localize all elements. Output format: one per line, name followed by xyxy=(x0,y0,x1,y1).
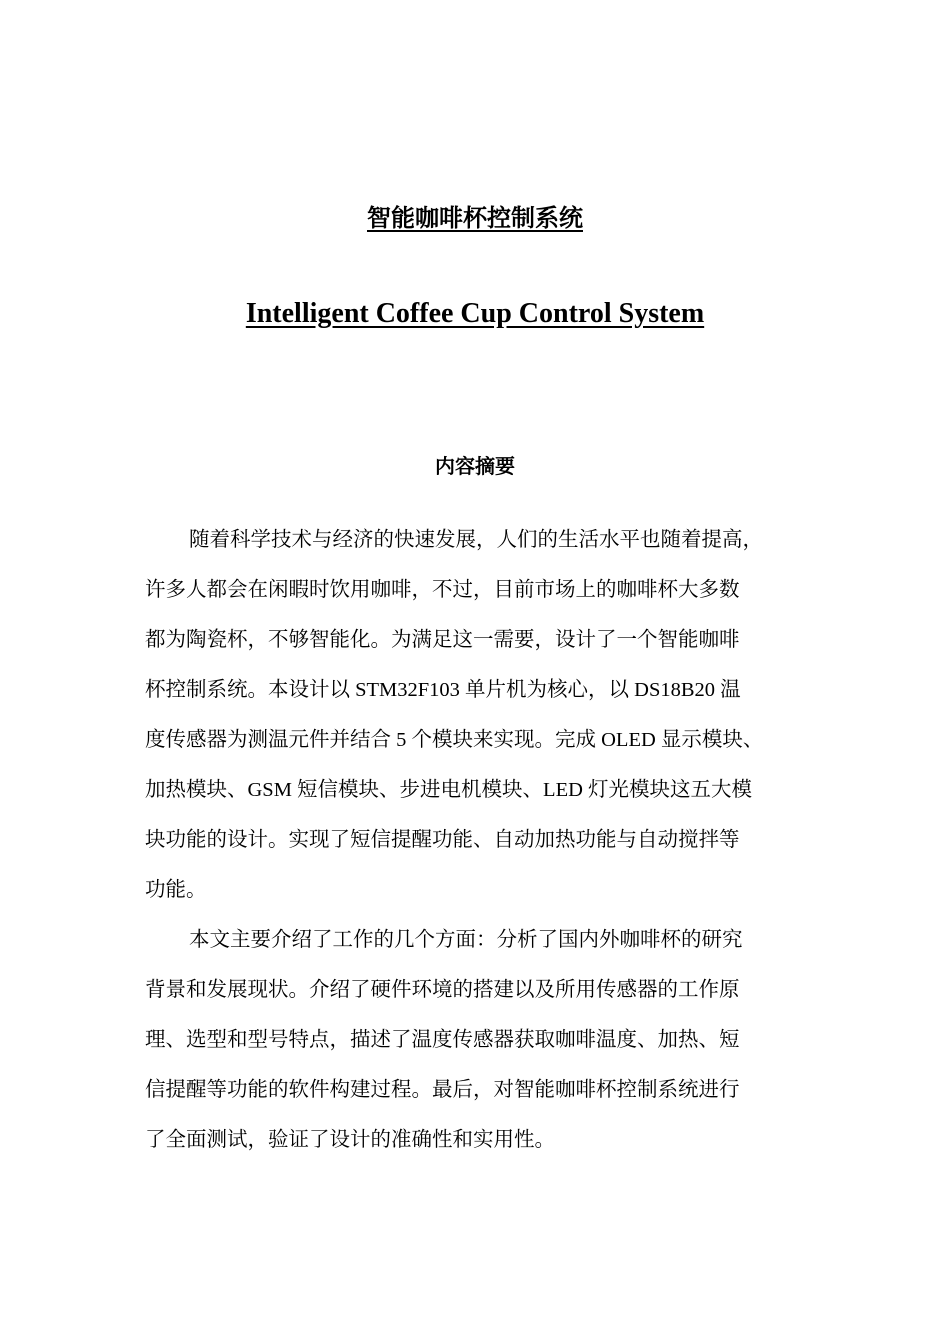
paragraph-line: 信提醒等功能的软件构建过程。最后，对智能咖啡杯控制系统进行 xyxy=(145,1079,740,1101)
paragraph-line: 本文主要介绍了工作的几个方面：分析了国内外咖啡杯的研究 xyxy=(189,929,743,951)
paragraph-line: 度传感器为测温元件并结合 5 个模块来实现。完成 OLED 显示模块、 xyxy=(145,729,764,751)
paragraph-line: 理、选型和型号特点，描述了温度传感器获取咖啡温度、加热、短 xyxy=(145,1029,740,1051)
document-title-english: Intelligent Coffee Cup Control System xyxy=(245,298,705,329)
abstract-heading: 内容摘要 xyxy=(435,454,515,478)
abstract-paragraph-1 xyxy=(145,520,825,920)
document-title-chinese: 智能咖啡杯控制系统 xyxy=(367,204,583,232)
paragraph-line: 了全面测试，验证了设计的准确性和实用性。 xyxy=(145,1129,555,1151)
paragraph-line: 块功能的设计。实现了短信提醒功能、自动加热功能与自动搅拌等 xyxy=(145,829,740,851)
paragraph-line: 随着科学技术与经济的快速发展，人们的生活水平也随着提高， xyxy=(189,529,763,551)
paragraph-line: 杯控制系统。本设计以 STM32F103 单片机为核心，以 DS18B20 温 xyxy=(145,679,741,701)
paragraph-line: 都为陶瓷杯，不够智能化。为满足这一需要，设计了一个智能咖啡 xyxy=(145,629,740,651)
abstract-paragraph-2 xyxy=(145,920,825,1170)
paragraph-line: 功能。 xyxy=(145,879,207,901)
paragraph-line: 背景和发展现状。介绍了硬件环境的搭建以及所用传感器的工作原 xyxy=(145,979,740,1001)
paragraph-line: 许多人都会在闲暇时饮用咖啡，不过，目前市场上的咖啡杯大多数 xyxy=(145,579,740,601)
abstract-body xyxy=(145,520,825,1170)
paragraph-line: 加热模块、GSM 短信模块、步进电机模块、LED 灯光模块这五大模 xyxy=(145,779,753,801)
